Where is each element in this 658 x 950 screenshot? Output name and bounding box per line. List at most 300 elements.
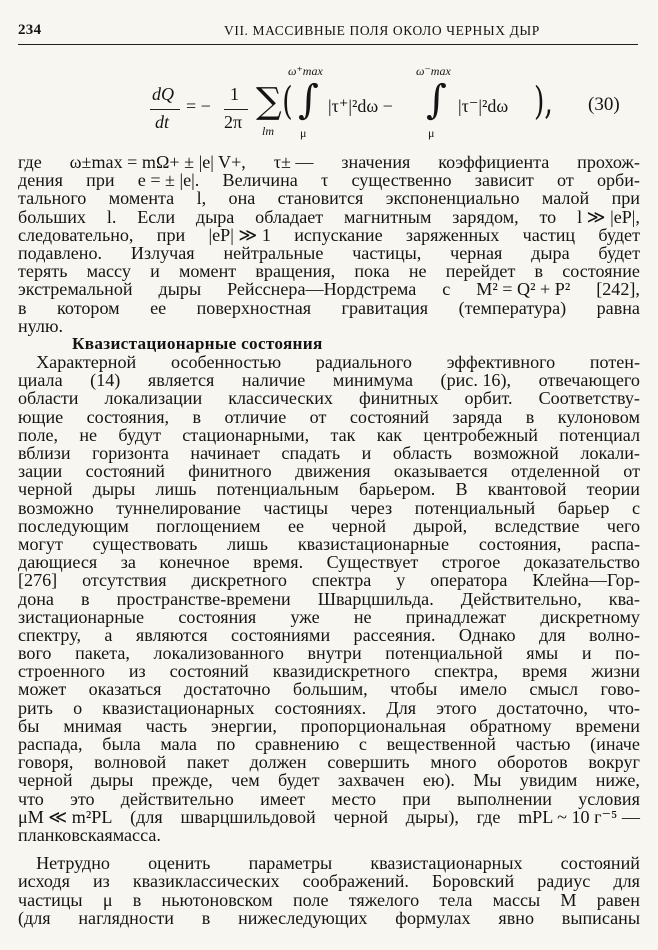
- word: туннелирование: [116, 497, 241, 518]
- word: локализации: [104, 388, 203, 409]
- word: состояния,: [86, 406, 170, 427]
- word: (для: [130, 806, 163, 827]
- word: волновой: [94, 752, 167, 773]
- word: оборотов: [497, 752, 568, 773]
- word: M: [560, 889, 577, 910]
- word: черной: [333, 806, 389, 827]
- word: ньютоновском: [161, 889, 273, 910]
- text-line: [18, 353, 640, 371]
- word: Клейна—Гор-: [532, 570, 640, 591]
- text-line: [18, 262, 640, 280]
- word: потенциальным: [216, 479, 339, 500]
- word: чем: [231, 770, 260, 791]
- text-line: [18, 480, 640, 498]
- word: жизни: [591, 661, 640, 682]
- word: и: [581, 643, 592, 664]
- word: котором: [57, 297, 120, 318]
- text-line: [18, 517, 640, 535]
- paragraph-3: [18, 854, 640, 927]
- text-line: [18, 872, 640, 890]
- word: орбит.: [464, 388, 513, 409]
- word: энергии,: [211, 715, 277, 736]
- word: с: [358, 734, 367, 754]
- word: горизонта: [92, 443, 169, 463]
- word: теории: [586, 479, 640, 500]
- word: отделенной: [511, 461, 600, 482]
- word: зистационарные: [18, 606, 145, 627]
- word: этого: [436, 697, 477, 718]
- word: магнитным: [344, 206, 432, 227]
- word: малой: [541, 188, 590, 209]
- word: барьером.: [359, 479, 436, 500]
- word: движения: [295, 461, 371, 482]
- word: пропорциональная: [300, 715, 446, 736]
- word: явно: [498, 907, 534, 928]
- word: существовать: [92, 533, 198, 554]
- word: условия: [578, 788, 640, 809]
- word: области: [18, 388, 79, 409]
- word: прежде,: [151, 770, 213, 791]
- word: дения: [18, 170, 63, 191]
- word: гравитация: [341, 297, 429, 318]
- word: μM ≪ m²PL: [18, 806, 113, 827]
- word: состояний: [349, 406, 430, 427]
- word: исходя: [18, 871, 70, 892]
- word: масса.: [112, 824, 161, 845]
- word: массы: [492, 889, 541, 910]
- text-line: [18, 753, 640, 771]
- word: пакета,: [75, 643, 130, 664]
- word: так: [330, 424, 356, 445]
- word: от: [623, 461, 640, 482]
- word: оценить: [148, 853, 211, 874]
- word: поверхностная: [196, 297, 312, 318]
- word: Характерной: [18, 352, 137, 373]
- word: дискретного: [191, 570, 287, 591]
- word: была: [102, 734, 141, 754]
- word: Для: [386, 697, 417, 718]
- eq-coef-numerator: 1: [230, 84, 239, 104]
- word: по: [216, 734, 236, 754]
- word: ниже,: [595, 770, 640, 791]
- word: отсутствия: [82, 570, 167, 591]
- word: строгое: [441, 552, 501, 573]
- word: не: [408, 261, 427, 282]
- word: могут: [18, 533, 63, 554]
- word: возможной: [473, 443, 559, 463]
- word: момент: [178, 261, 237, 282]
- word: частью: [515, 734, 571, 754]
- word: терять: [18, 261, 68, 282]
- text-line: [18, 826, 640, 844]
- word: Соответству-: [538, 388, 640, 409]
- word: совершить: [327, 752, 410, 773]
- word: потен-: [589, 352, 640, 373]
- word: следовательно,: [18, 224, 134, 245]
- eq-sum-subscript: lm: [262, 124, 274, 138]
- word: доказательство: [523, 552, 640, 573]
- word: испускание: [294, 224, 383, 245]
- text-line: [18, 171, 640, 189]
- word: орби-: [596, 170, 640, 191]
- word: потенциал: [559, 424, 640, 445]
- word: лишь: [227, 533, 269, 554]
- word: дона: [18, 588, 54, 609]
- word: спектра: [311, 570, 372, 591]
- word: больших: [18, 206, 86, 227]
- text-line: [18, 280, 640, 298]
- text-line: [18, 590, 640, 608]
- eq-int2-upper-limit: ω⁻max: [416, 64, 451, 78]
- word: в: [192, 406, 202, 427]
- word: время.: [253, 552, 304, 573]
- word: [242],: [596, 279, 640, 300]
- word: состояния,: [478, 533, 562, 554]
- word: волно-: [588, 624, 640, 645]
- word: черной: [18, 770, 73, 791]
- word: в: [18, 297, 27, 318]
- word: выписаны: [561, 907, 640, 928]
- word: захвачен: [337, 770, 405, 791]
- word: [276]: [18, 570, 58, 591]
- word: квазидискретного: [272, 661, 411, 682]
- word: равна: [596, 297, 640, 318]
- word: классических: [228, 388, 333, 409]
- word: распа-: [591, 533, 640, 554]
- word: τ: [321, 170, 329, 191]
- word: время: [521, 661, 568, 682]
- word: состояния: [178, 606, 257, 627]
- word: что: [18, 788, 44, 809]
- word: mPL ~ 10 г⁻⁵ —: [518, 806, 640, 827]
- word: не: [79, 424, 98, 445]
- word: состояниях.: [274, 697, 367, 718]
- word: Мы: [473, 770, 502, 791]
- word: Излучая: [130, 242, 195, 263]
- text-line: [18, 299, 640, 317]
- word: увидим: [519, 770, 578, 791]
- word: будет: [598, 224, 640, 245]
- word: циала: [18, 370, 63, 391]
- word: ее: [287, 515, 304, 536]
- word: чтобы: [390, 679, 438, 700]
- word: имеет: [260, 788, 306, 809]
- word: (для: [18, 907, 51, 928]
- eq-lhs-denominator: dt: [155, 112, 170, 132]
- word: существенно: [351, 170, 452, 191]
- word: черной: [331, 515, 387, 536]
- word: дающиеся: [18, 552, 98, 573]
- text-line: [18, 189, 640, 207]
- word: в: [201, 907, 211, 928]
- page-number: 234: [18, 22, 42, 38]
- word: начинает: [190, 443, 260, 463]
- word: поглощением: [156, 515, 261, 536]
- word: для: [613, 871, 640, 892]
- word: перейдет: [445, 261, 516, 282]
- word: для: [539, 624, 566, 645]
- word: бы: [18, 715, 40, 736]
- word: l ≫ |eP|,: [577, 206, 640, 227]
- word: возможно: [18, 497, 94, 518]
- word: в: [132, 889, 142, 910]
- word: поле: [292, 889, 329, 910]
- word: обратному: [469, 715, 552, 736]
- word: спектру,: [18, 624, 81, 645]
- word: говоря,: [18, 752, 74, 773]
- word: прохож-: [577, 152, 640, 172]
- body-text: [18, 153, 640, 927]
- word: за: [120, 552, 136, 573]
- running-header: [18, 22, 638, 46]
- word: конечное: [159, 552, 230, 573]
- word: мнимая: [63, 715, 122, 736]
- eq-int1-lower-limit: μ: [300, 126, 307, 140]
- word: дырой,: [413, 515, 468, 536]
- word: черной: [18, 479, 73, 500]
- word: ω±max = mΩ+ ± |e| V+,: [69, 152, 246, 172]
- text-line: [18, 371, 640, 389]
- word: из: [92, 871, 110, 892]
- text-line: [18, 626, 640, 644]
- word: при: [156, 224, 186, 245]
- word: равен: [596, 889, 640, 910]
- word: квантовой: [487, 479, 567, 500]
- word: область: [392, 443, 452, 463]
- word: лишь: [155, 479, 197, 500]
- word: нейтральные: [223, 242, 324, 263]
- word: сравнению: [254, 734, 340, 754]
- eq-int2-body: |τ⁻|²dω: [458, 96, 509, 116]
- word: достаточно: [183, 679, 271, 700]
- word: дыры: [92, 479, 136, 500]
- word: частицы,: [352, 242, 422, 263]
- word: последующим: [18, 515, 129, 536]
- word: при: [86, 170, 115, 191]
- word: поле,: [18, 424, 59, 445]
- word: ямы: [526, 643, 559, 664]
- word: не: [353, 606, 372, 627]
- text-line: [18, 244, 640, 262]
- word: финитных: [358, 388, 439, 409]
- word: квазистационарных: [370, 853, 523, 874]
- word: состояние: [562, 261, 640, 282]
- text-line: [18, 462, 640, 480]
- word: (14): [90, 370, 121, 391]
- word: планковская: [18, 824, 113, 845]
- text-line: [18, 608, 640, 626]
- word: шварцшильдовой: [180, 806, 316, 827]
- word: экстремальной: [18, 279, 133, 300]
- word: вблизи: [18, 443, 71, 463]
- word: тяжелого: [348, 889, 420, 910]
- word: радиус: [537, 871, 591, 892]
- word: дыра: [531, 242, 570, 263]
- word: Нетрудно: [18, 853, 110, 874]
- word: l.: [106, 206, 117, 227]
- word: внутри: [307, 643, 362, 664]
- word: смысл: [529, 679, 579, 700]
- word: коэффициента: [438, 152, 550, 172]
- text-line: [18, 208, 640, 226]
- eq-int2-lower-limit: μ: [428, 126, 435, 140]
- word: вращения,: [255, 261, 336, 282]
- word: момента: [108, 188, 175, 209]
- word: соображений.: [302, 871, 409, 892]
- word: принадлежат: [405, 606, 507, 627]
- text-line: [18, 808, 640, 826]
- text-line: [18, 153, 640, 171]
- word: (температура): [458, 297, 567, 318]
- word: барьер: [557, 497, 610, 518]
- word: локали-: [580, 443, 640, 463]
- word: особенностью: [170, 352, 282, 373]
- text-line: [18, 426, 640, 444]
- text-line: [18, 891, 640, 909]
- word: В: [455, 479, 468, 500]
- word: M² = Q² + P²: [476, 279, 571, 300]
- word: кулоновом: [557, 406, 640, 427]
- word: много: [430, 752, 477, 773]
- word: распада,: [18, 734, 83, 754]
- word: потенциальной: [385, 643, 503, 664]
- text-line: [18, 854, 640, 872]
- word: имело: [459, 679, 507, 700]
- word: заряда: [452, 406, 503, 427]
- eq-int1-body: |τ⁺|²dω −: [328, 96, 393, 116]
- word: и: [150, 261, 160, 282]
- text-line: [18, 717, 640, 735]
- text-line: [18, 790, 640, 808]
- word: ющие: [18, 406, 64, 427]
- word: отличие: [224, 406, 287, 427]
- word: частицы: [18, 889, 83, 910]
- word: частиц: [522, 224, 576, 245]
- text-line: [18, 699, 640, 717]
- text-line: [18, 771, 640, 789]
- header-rule: [18, 44, 638, 45]
- text-line: [18, 535, 640, 553]
- word: становится: [277, 188, 364, 209]
- word: потенциальный: [414, 497, 536, 518]
- text-line: [18, 735, 640, 753]
- paragraph-1: [18, 153, 640, 335]
- word: через: [350, 497, 393, 518]
- word: отвечающего: [538, 370, 640, 391]
- word: центробежный: [423, 424, 538, 445]
- word: значения: [341, 152, 411, 172]
- word: действительно: [120, 788, 234, 809]
- text-line: [18, 389, 640, 407]
- text-line: [18, 644, 640, 662]
- word: ква-: [608, 588, 640, 609]
- word: вого: [18, 643, 52, 664]
- word: в: [81, 588, 90, 609]
- equation-30: [140, 64, 640, 146]
- word: дыры),: [405, 806, 459, 827]
- word: является: [147, 370, 215, 391]
- word: ею).: [422, 770, 455, 791]
- word: при: [402, 788, 431, 809]
- eq-close-paren: ),: [534, 79, 553, 123]
- eq-int1-symbol: ∫: [298, 77, 319, 123]
- word: Действительно,: [460, 588, 582, 609]
- text-line: [18, 408, 640, 426]
- word: формулах: [395, 907, 471, 928]
- word: от: [557, 170, 574, 191]
- word: дыра: [195, 206, 235, 227]
- text-line: [18, 571, 640, 589]
- word: в: [525, 406, 535, 427]
- word: состояний: [560, 853, 640, 874]
- word: |eP| ≫ 1: [208, 224, 271, 245]
- word: Если: [137, 206, 176, 227]
- word: Боровский: [432, 871, 515, 892]
- text-line: [18, 662, 640, 680]
- eq-int1-upper-limit: ω⁺max: [288, 64, 323, 78]
- word: радиального: [315, 352, 412, 373]
- word: большим,: [292, 679, 368, 700]
- word: массу: [86, 261, 131, 282]
- word: финитного: [188, 461, 272, 482]
- running-title: VII. МАССИВНЫЕ ПОЛЯ ОКОЛО ЧЕРНЫХ ДЫР: [224, 23, 540, 38]
- word: квазиклассических: [132, 871, 280, 892]
- word: вещественной: [386, 734, 496, 754]
- word: достаточно,: [496, 697, 588, 718]
- word: наглядности: [78, 907, 174, 928]
- eq-open-paren: (: [282, 79, 293, 123]
- text-line: [18, 499, 640, 517]
- word: наличие: [241, 370, 306, 391]
- word: Существует: [326, 552, 419, 573]
- eq-coef-denominator: 2π: [224, 112, 243, 132]
- word: дискретному: [540, 606, 640, 627]
- word: являются: [135, 624, 208, 645]
- word: чего: [606, 515, 640, 536]
- word: квазистационарных: [102, 697, 255, 718]
- word: по-: [615, 643, 640, 664]
- word: то: [539, 206, 557, 227]
- word: она: [228, 188, 256, 209]
- word: а: [104, 624, 113, 645]
- word: l,: [196, 188, 207, 209]
- word: оказаться: [88, 679, 162, 700]
- eq-int2-symbol: ∫: [426, 77, 447, 123]
- equation-number: (30): [588, 94, 620, 115]
- word: часть: [145, 715, 188, 736]
- word: может: [18, 679, 67, 700]
- word: состояний: [169, 661, 249, 682]
- word: Рейсснера—Нордстрема: [227, 279, 417, 300]
- word: состояниями: [231, 624, 331, 645]
- text-line: [18, 226, 640, 244]
- word: из: [128, 661, 146, 682]
- text-line: [18, 317, 640, 335]
- text-line: [18, 680, 640, 698]
- word: локализованного: [153, 643, 284, 664]
- word: будет: [598, 242, 640, 263]
- word: оказывается: [393, 461, 488, 482]
- word: как: [376, 424, 403, 445]
- word: тела: [439, 889, 473, 910]
- word: μ: [102, 889, 113, 910]
- word: экспоненциально: [385, 188, 520, 209]
- word: пока: [354, 261, 390, 282]
- word: вокруг: [588, 752, 640, 773]
- word: тального: [18, 188, 87, 209]
- word: будут: [118, 424, 161, 445]
- word: где: [476, 806, 501, 827]
